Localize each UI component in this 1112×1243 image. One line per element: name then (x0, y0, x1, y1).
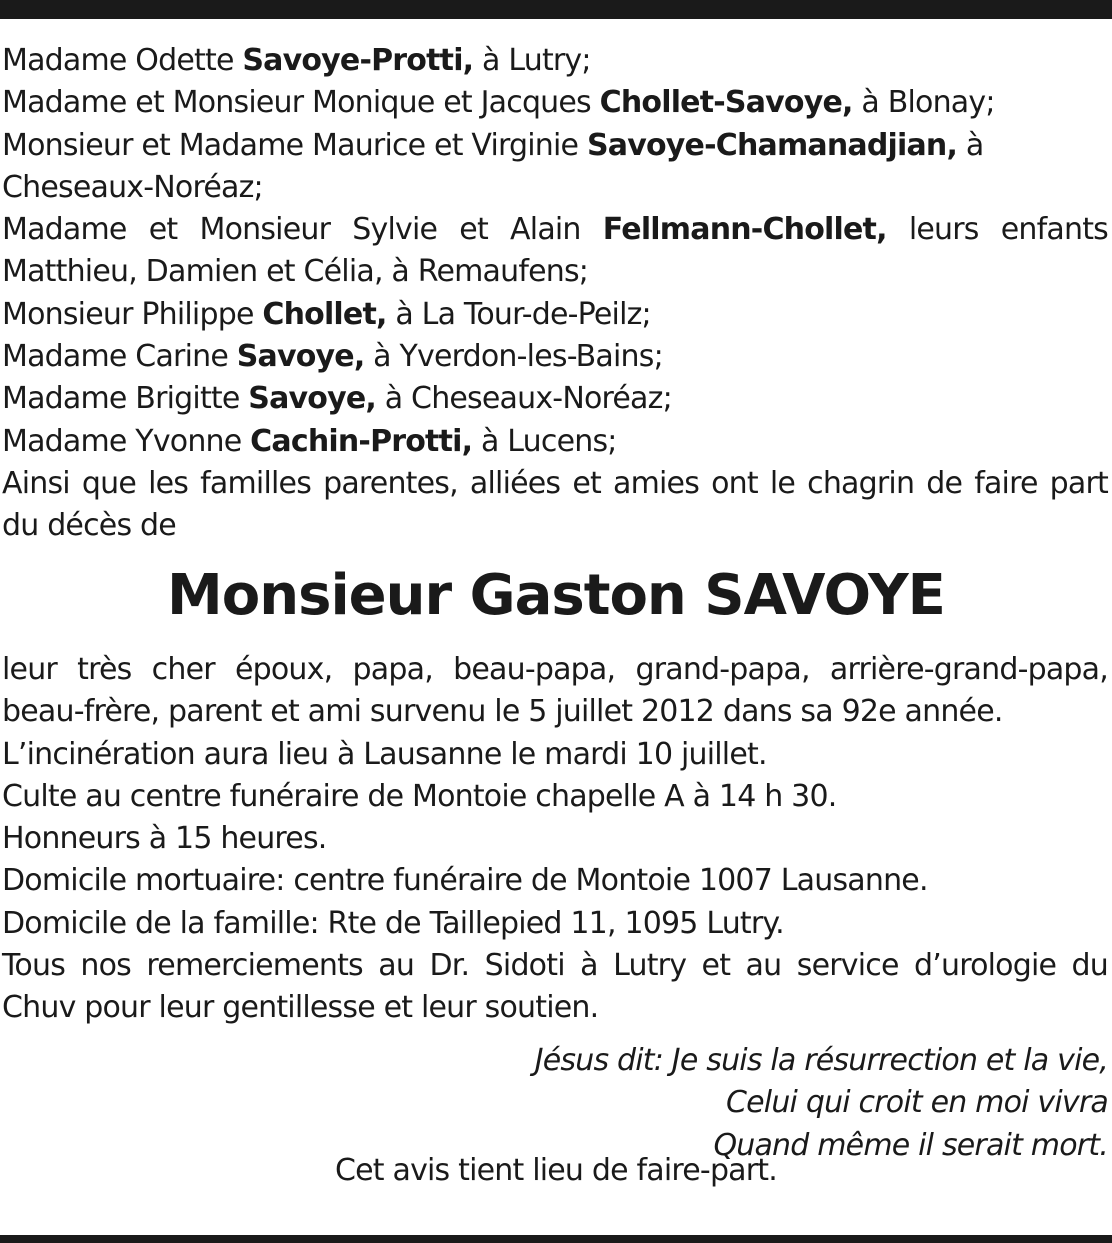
family-entry: Madame et Monsieur Sylvie et Alain Fellmann-Chollet, leurs enfants Matthieu, Damien et Célia, à Remaufens; (2, 212, 1108, 290)
family-entry: Madame Odette Savoye-Protti, à Lutry; (2, 43, 591, 78)
family-name: Chollet-Savoye, (599, 85, 853, 121)
notice-text: Cet avis tient lieu de faire-part. (334, 1153, 778, 1188)
detail-line: L’incinération aura lieu à Lausanne le mardi 10 juillet. (2, 736, 767, 772)
family-name: Savoye-Protti, (242, 43, 474, 78)
verse-line: Quand même il serait mort. (713, 1127, 1108, 1163)
family-name: Savoye-Chamanadjian, (586, 127, 958, 163)
details-section (2, 649, 1108, 1030)
deceased-name: Monsieur Gaston SAVOYE (167, 563, 945, 628)
detail-line: Domicile mortuaire: centre funéraire de Montoie 1007 Lausanne. (2, 863, 928, 899)
family-entry: Madame Brigitte Savoye, à Cheseaux-Noréaz; (2, 381, 672, 417)
verse-line: Celui qui croit en moi vivra (726, 1085, 1108, 1121)
detail-line: Honneurs à 15 heures. (2, 821, 327, 857)
family-name: Cachin-Protti, (250, 423, 473, 459)
family-entry: Madame Yvonne Cachin-Protti, à Lucens; (2, 423, 617, 459)
bible-verse (300, 1040, 1108, 1167)
top-rule (0, 0, 1112, 19)
family-entry: Monsieur et Madame Maurice et Virginie Savoye-Chamanadjian, à Cheseaux-Noréaz; (2, 127, 984, 205)
detail-line: Tous nos remerciements au Dr. Sidoti à Lutry et au service d’urologie du Chuv pour leur gentillesse et leur soutien. (2, 948, 1108, 1026)
family-entry: Monsieur Philippe Chollet, à La Tour-de-Peilz; (2, 296, 651, 332)
verse-line: Jésus dit: Je suis la résurrection et la vie, (534, 1043, 1108, 1078)
family-name: Savoye, (236, 339, 365, 375)
family-entry: Madame Carine Savoye, à Yverdon-les-Bains; (2, 339, 663, 375)
bottom-rule (0, 1235, 1112, 1243)
detail-line: Culte au centre funéraire de Montoie chapelle A à 14 h 30. (2, 778, 837, 814)
announcement-text: Ainsi que les familles parentes, alliées et amies ont le chagrin de faire part du décès de (2, 465, 1108, 544)
family-entry: Madame et Monsieur Monique et Jacques Chollet-Savoye, à Blonay; (2, 85, 995, 121)
family-name: Fellmann-Chollet, (602, 212, 887, 248)
family-name: Savoye, (248, 381, 376, 417)
detail-line: Domicile de la famille: Rte de Taillepied 11, 1095 Lutry. (2, 905, 784, 941)
detail-line: leur très cher époux, papa, beau-papa, grand-papa, arrière-grand-papa, beau-frère, parent et ami survenu le 5 juillet 2012 dans sa 92e année. (2, 652, 1108, 730)
family-name: Chollet, (262, 296, 387, 332)
family-list (2, 40, 1108, 548)
